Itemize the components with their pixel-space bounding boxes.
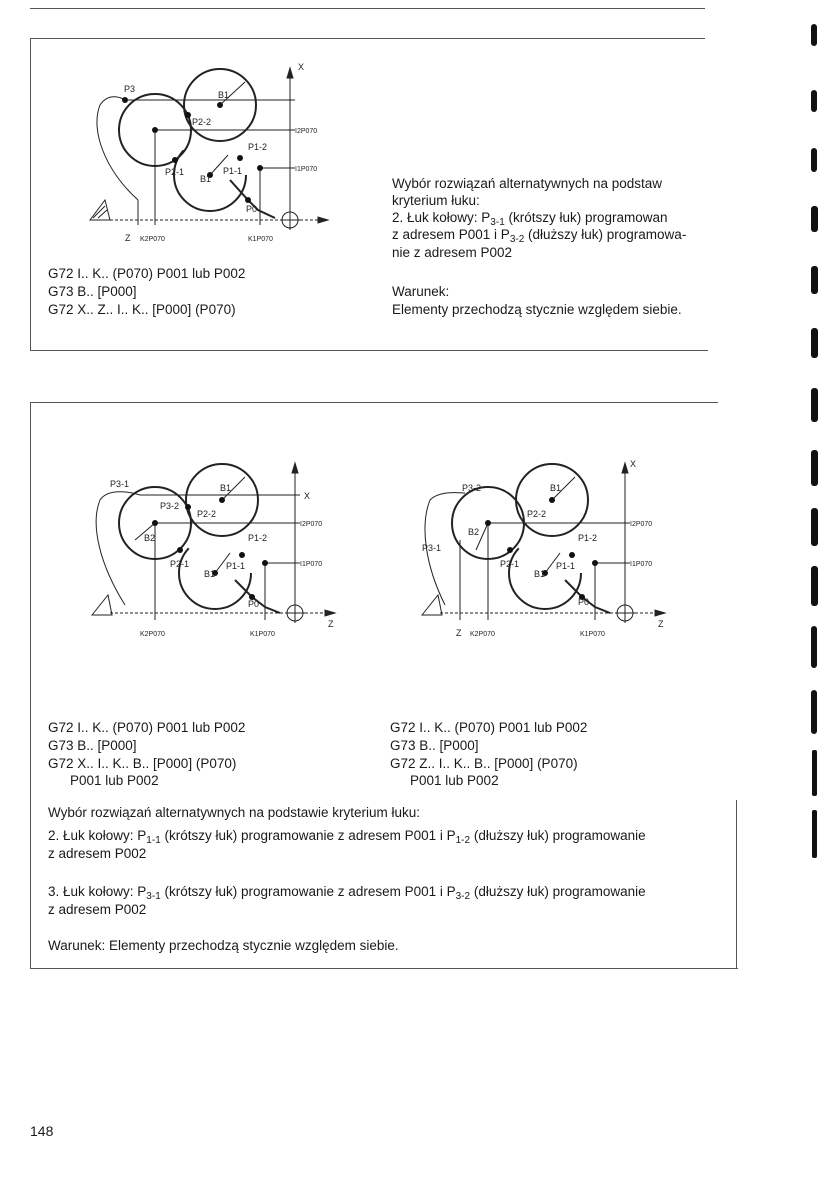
label-p21: P2-1 xyxy=(500,559,520,569)
binding-mark xyxy=(811,206,818,232)
z-axis-arrow xyxy=(318,217,328,223)
block1-code-2: G73 B.. [P000] xyxy=(48,284,137,299)
point xyxy=(185,112,191,118)
block2-right-code-1: G72 I.. K.. (P070) P001 lub P002 xyxy=(390,720,588,735)
point xyxy=(257,165,263,171)
x-axis-arrow xyxy=(292,463,298,473)
label-i1: I1P070 xyxy=(300,561,323,568)
desc-text: 2. Łuk kołowy: P xyxy=(392,210,491,225)
binding-mark xyxy=(812,750,817,796)
point xyxy=(237,155,243,161)
label-i1: I1P070 xyxy=(630,561,653,568)
point xyxy=(549,497,555,503)
block2-right-diagram xyxy=(410,455,680,645)
contour-line xyxy=(96,492,140,605)
binding-marks xyxy=(808,10,824,890)
label-z: Z xyxy=(125,233,131,243)
block1-left-border xyxy=(30,38,31,350)
binding-mark xyxy=(811,626,817,668)
block2-right-border xyxy=(736,800,737,968)
desc-text: (dłuższy łuk) programowanie xyxy=(470,828,646,843)
label-bb: B1 xyxy=(534,569,546,579)
label-p31: P3-1 xyxy=(422,543,442,553)
block1-code-3: G72 X.. Z.. I.. K.. [P000] (P070) xyxy=(48,302,236,317)
block2-condition: Warunek: Elementy przechodzą stycznie względem siebie. xyxy=(48,938,399,953)
binding-mark xyxy=(811,328,818,358)
label-x: X xyxy=(630,459,637,469)
block1-code-1: G72 I.. K.. (P070) P001 lub P002 xyxy=(48,266,246,281)
label-z: Z xyxy=(658,619,664,629)
hatch xyxy=(92,595,112,615)
point xyxy=(122,97,128,103)
hatch xyxy=(422,595,442,615)
page-number: 148 xyxy=(30,1123,54,1139)
label-k1: K1P070 xyxy=(250,631,275,638)
block2-left-code-2: G73 B.. [P000] xyxy=(48,738,137,753)
desc-text: (krótszy łuk) programowanie z adresem P001 i P xyxy=(160,828,456,843)
binding-mark xyxy=(811,508,818,546)
block2-bottom-border xyxy=(30,968,738,969)
label-z2: Z xyxy=(456,628,462,638)
block2-right-code-4: P001 lub P002 xyxy=(410,773,499,788)
block2-left-code-4: P001 lub P002 xyxy=(70,773,159,788)
block2-right-code-3: G72 Z.. I.. K.. B.. [P000] (P070) xyxy=(390,756,578,771)
label-p32: P3-2 xyxy=(462,483,482,493)
subscript: 3-1 xyxy=(146,891,161,902)
label-k2: K2P070 xyxy=(470,631,495,638)
desc-text: (dłuższy łuk) programowanie xyxy=(470,884,646,899)
point xyxy=(219,497,225,503)
label-p22: P2-2 xyxy=(197,509,217,519)
label-p12: P1-2 xyxy=(248,533,268,543)
label-p21: P2-1 xyxy=(170,559,190,569)
subscript: 3-2 xyxy=(455,891,471,902)
point xyxy=(569,552,575,558)
binding-mark xyxy=(811,266,818,294)
label-b2: B2 xyxy=(468,527,480,537)
point xyxy=(262,560,268,566)
point xyxy=(217,102,223,108)
label-bb: B1 xyxy=(204,569,216,579)
subscript: 3-2 xyxy=(509,234,525,245)
block1-cond-text: Elementy przechodzą stycznie względem siebie. xyxy=(392,302,682,317)
label-p0: P0 xyxy=(246,204,258,214)
point xyxy=(172,157,178,163)
point xyxy=(245,197,251,203)
top-rule xyxy=(30,8,705,9)
desc-text: 3. Łuk kołowy: P xyxy=(48,884,147,899)
binding-mark xyxy=(811,90,817,112)
block1-diagram xyxy=(80,60,350,250)
block2-top-border xyxy=(30,402,718,403)
point xyxy=(152,520,158,526)
label-bb: B1 xyxy=(200,174,212,184)
label-p12: P1-2 xyxy=(248,142,268,152)
point xyxy=(592,560,598,566)
block1-bottom-border xyxy=(30,350,708,351)
point xyxy=(485,520,491,526)
block1-top-border xyxy=(30,38,705,39)
subscript: 3-1 xyxy=(490,217,505,228)
subscript: 1-2 xyxy=(455,835,471,846)
binding-mark xyxy=(811,450,818,486)
label-p11: P1-1 xyxy=(226,561,246,571)
desc-text: z adresem P001 i P xyxy=(392,227,510,242)
label-x: X xyxy=(304,491,311,501)
label-p22: P2-2 xyxy=(527,509,547,519)
block2-left-code-1: G72 I.. K.. (P070) P001 lub P002 xyxy=(48,720,246,735)
binding-mark xyxy=(811,388,818,422)
point xyxy=(239,552,245,558)
block2-left-diagram xyxy=(80,455,350,645)
block2-intro: Wybór rozwiązań alternatywnych na podstawie kryterium łuku: xyxy=(48,805,421,820)
binding-mark xyxy=(811,566,818,606)
desc-text: (dłuższy łuk) programowa- xyxy=(524,227,687,242)
label-k2: K2P070 xyxy=(140,236,165,243)
label-i1: I1P070 xyxy=(295,166,318,173)
binding-mark xyxy=(811,148,817,172)
z-axis-arrow xyxy=(655,610,665,616)
label-b1: B1 xyxy=(220,483,232,493)
binding-mark xyxy=(811,24,817,46)
label-z: Z xyxy=(328,619,334,629)
block2-item2-cont: z adresem P002 xyxy=(48,846,147,861)
binding-mark xyxy=(811,690,817,734)
block1-desc-5: nie z adresem P002 xyxy=(392,245,513,260)
subscript: 1-1 xyxy=(146,835,161,846)
label-i2: I2P070 xyxy=(630,521,653,528)
label-b1: B1 xyxy=(550,483,562,493)
desc-text: (krótszy łuk) programowan xyxy=(504,210,668,225)
point xyxy=(507,547,513,553)
label-p12: P1-2 xyxy=(578,533,598,543)
block2-right-code-2: G73 B.. [P000] xyxy=(390,738,479,753)
binding-mark xyxy=(812,810,817,858)
label-p0: P0 xyxy=(248,599,260,609)
label-i2: I2P070 xyxy=(295,128,318,135)
block1-cond-label: Warunek: xyxy=(392,284,450,299)
label-p32: P3-2 xyxy=(160,501,180,511)
label-p3: P3 xyxy=(124,84,136,94)
contour-line xyxy=(97,97,138,200)
label-p11: P1-1 xyxy=(223,166,243,176)
point xyxy=(152,127,158,133)
label-b2: B2 xyxy=(144,533,156,543)
label-b1: B1 xyxy=(218,90,230,100)
label-p21: P2-1 xyxy=(165,167,185,177)
label-p11: P1-1 xyxy=(556,561,576,571)
label-k1: K1P070 xyxy=(580,631,605,638)
label-k1: K1P070 xyxy=(248,236,273,243)
desc-text: 2. Łuk kołowy: P xyxy=(48,828,147,843)
label-k2: K2P070 xyxy=(140,631,165,638)
label-p0: P0 xyxy=(578,597,590,607)
x-axis-arrow xyxy=(287,68,293,78)
label-p22: P2-2 xyxy=(192,117,212,127)
block2-left-border xyxy=(30,402,31,968)
x-axis-arrow xyxy=(622,463,628,473)
point xyxy=(177,547,183,553)
block1-desc-2: kryterium łuku: xyxy=(392,193,480,208)
block2-item3-cont: z adresem P002 xyxy=(48,902,147,917)
label-i2: I2P070 xyxy=(300,521,323,528)
block2-left-code-3: G72 X.. I.. K.. B.. [P000] (P070) xyxy=(48,756,237,771)
z-axis-arrow xyxy=(325,610,335,616)
desc-text: (krótszy łuk) programowanie z adresem P001 i P xyxy=(160,884,456,899)
label-x: X xyxy=(298,62,305,72)
block1-desc-1: Wybór rozwiązań alternatywnych na podstaw xyxy=(392,176,663,191)
label-p31: P3-1 xyxy=(110,479,130,489)
point xyxy=(185,504,191,510)
